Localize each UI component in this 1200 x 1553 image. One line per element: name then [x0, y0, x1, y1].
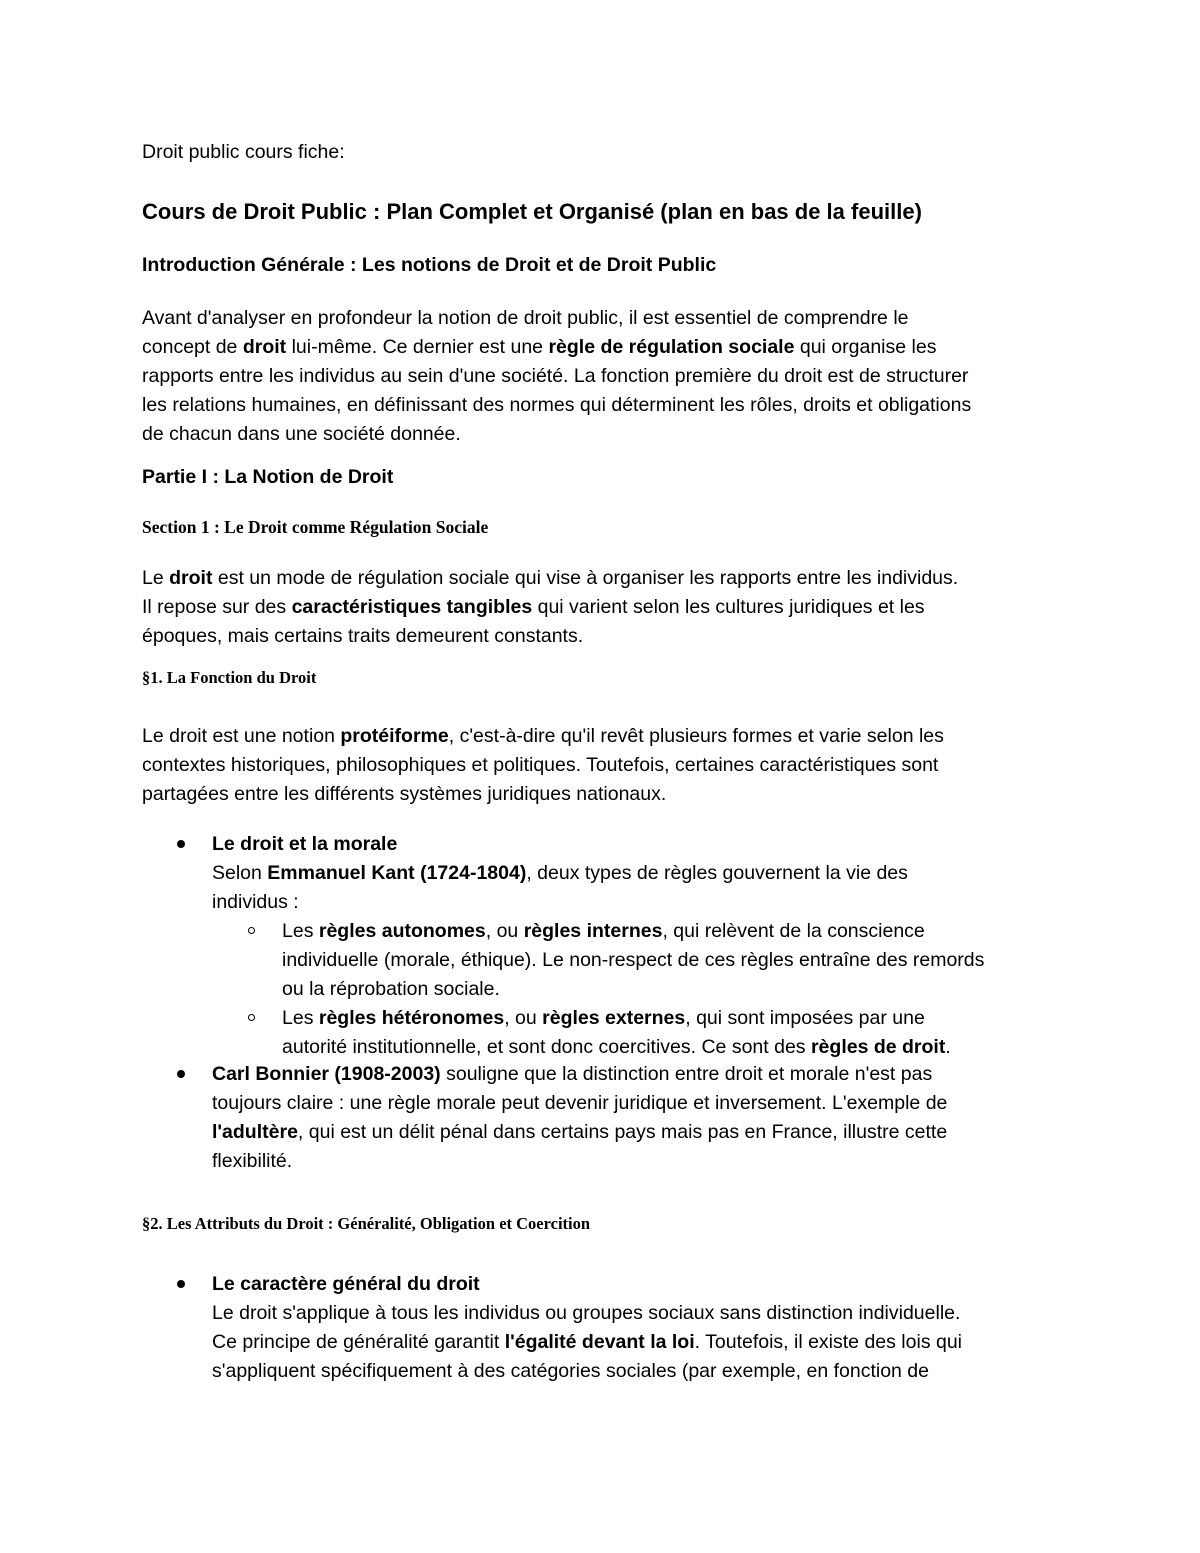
part1-heading: Partie I : La Notion de Droit	[142, 466, 394, 488]
intro-line: rapports entre les individus au sein d'une société. La fonction première du droit est de structurer	[142, 365, 969, 387]
para1-paragraph: Le droit est une notion protéiforme, c'est-à-dire qu'il revêt plusieurs formes et varie selon les contextes historiques, philosophiques et politiques. Toutefois, certaines caractéristiques sont partagées entre les différents systèmes juridiques nationaux.	[142, 725, 944, 805]
document-title: Cours de Droit Public : Plan Complet et Organisé (plan en bas de la feuille)	[142, 199, 922, 224]
sub-bullet-icon	[248, 1014, 255, 1021]
intro-line: de chacun dans une société donnée.	[142, 423, 461, 445]
list-item: Le caractère général du droit Le droit s'applique à tous les individus ou groupes sociaux sans distinction individuelle. Ce principe de généralité garantit l'égalité devant la loi. Toutefois, il existe des lois qui s'appliquent spécifiquement à des catégories sociales (par exemple, en fonction de	[212, 1273, 963, 1382]
intro-line: concept de droit lui-même. Ce dernier est une règle de régulation sociale qui organise les	[142, 336, 937, 358]
bullet-icon	[177, 1280, 185, 1288]
list-item: Le droit et la morale Selon Emmanuel Kant (1724-1804), deux types de règles gouvernent la vie des individus :	[212, 833, 908, 913]
para1-heading: §1. La Fonction du Droit	[142, 668, 317, 687]
sub-list-item: Les règles autonomes, ou règles internes, qui relèvent de la conscience individuelle (morale, éthique). Le non-respect de ces règles entraîne des remords ou la réprobation sociale.	[282, 920, 985, 1000]
list-item: Carl Bonnier (1908-2003) souligne que la distinction entre droit et morale n'est pas toujours claire : une règle morale peut devenir juridique et inversement. L'exemple de l'adultère, qui est un délit pénal dans certains pays mais pas en France, illustre cette flexibilité.	[212, 1063, 948, 1172]
bullet-icon	[177, 840, 185, 848]
document-subtitle: Droit public cours fiche:	[142, 141, 345, 163]
intro-line: les relations humaines, en définissant des normes qui déterminent les rôles, droits et obligations	[142, 394, 972, 416]
intro-paragraph	[142, 304, 971, 449]
sub-list-item: Les règles hétéronomes, ou règles externes, qui sont imposées par une autorité institutionnelle, et sont donc coercitives. Ce sont des règles de droit.	[282, 1007, 951, 1058]
sub-bullet-icon	[248, 927, 255, 934]
section1-heading: Section 1 : Le Droit comme Régulation Sociale	[142, 517, 489, 537]
bullet-icon	[177, 1070, 185, 1078]
section1-paragraph: Le droit est un mode de régulation sociale qui vise à organiser les rapports entre les individus. Il repose sur des caractéristiques tangibles qui varient selon les cultures juridiques et les époques, mais certains traits demeurent constants.	[142, 567, 959, 647]
intro-line: Avant d'analyser en profondeur la notion de droit public, il est essentiel de comprendre le	[142, 307, 909, 329]
para2-heading: §2. Les Attributs du Droit : Généralité, Obligation et Coercition	[142, 1214, 591, 1233]
intro-heading: Introduction Générale : Les notions de Droit et de Droit Public	[142, 254, 717, 276]
